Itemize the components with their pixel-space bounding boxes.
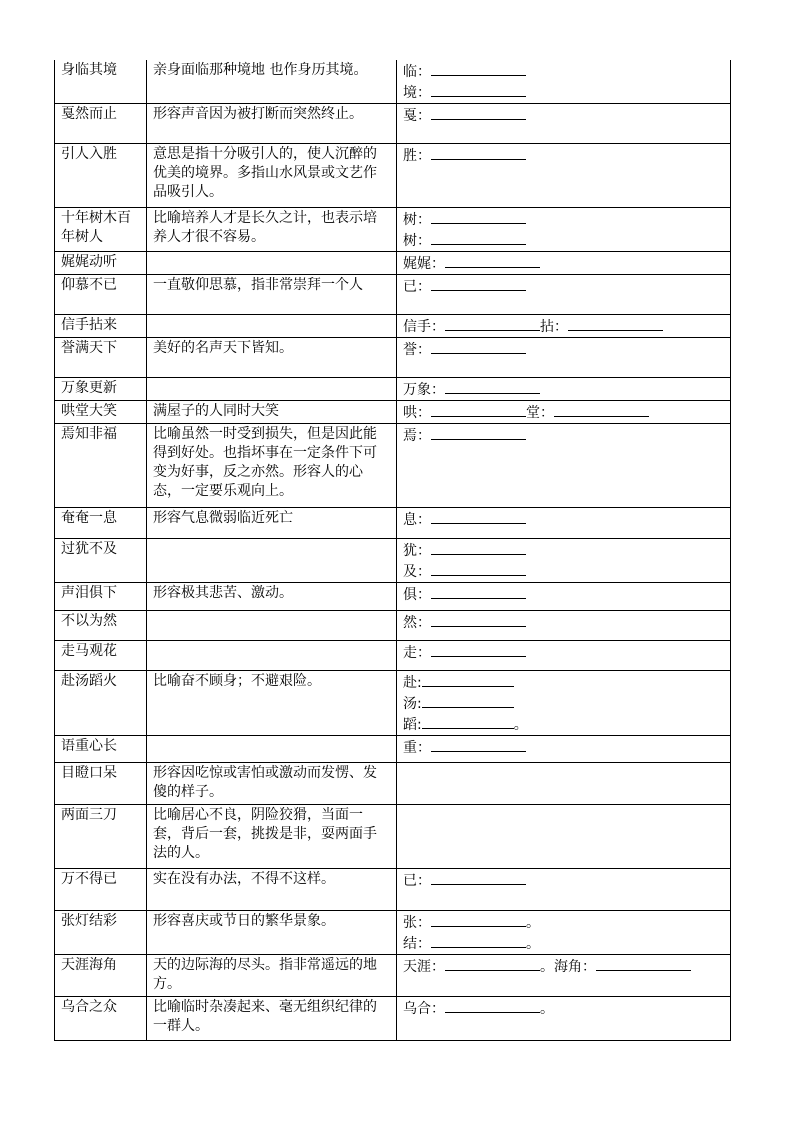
answer-cell — [397, 508, 731, 539]
table-row — [55, 252, 731, 275]
answer-label: 拈： — [540, 319, 568, 335]
answer-label: 焉： — [403, 428, 431, 444]
fill-in-line[interactable] — [431, 912, 526, 927]
meaning-cell — [147, 641, 397, 671]
fill-in-line[interactable] — [431, 230, 526, 245]
idiom-cell: 声泪俱下 — [55, 583, 147, 611]
answer-label: 堂： — [526, 405, 554, 421]
answer-label: 境： — [403, 85, 431, 101]
table-row — [55, 60, 731, 104]
idiom-cell: 焉知非福 — [55, 424, 147, 508]
meaning-cell — [147, 378, 397, 401]
meaning-cell: 一直敬仰思慕，指非常崇拜一个人 — [147, 275, 397, 315]
table-row — [55, 401, 731, 424]
answer-cell — [397, 869, 731, 911]
answer-cell — [397, 539, 731, 583]
idiom-cell: 赴汤蹈火 — [55, 671, 147, 736]
answer-label: 然： — [403, 615, 431, 631]
fill-in-line[interactable] — [431, 105, 526, 120]
answer-label: 乌合： — [403, 1001, 445, 1017]
answer-label: 息： — [403, 512, 431, 528]
answer-label: 张： — [403, 915, 431, 931]
answer-cell — [397, 671, 731, 736]
idiom-cell: 娓娓动听 — [55, 252, 147, 275]
answer-blank — [403, 912, 724, 933]
answer-end: 。 — [513, 717, 528, 733]
answer-cell — [397, 736, 731, 763]
answer-end: 。 — [526, 915, 540, 931]
meaning-cell: 形容极其悲苦、激动。 — [147, 583, 397, 611]
meaning-cell — [147, 611, 397, 641]
table-row — [55, 911, 731, 955]
answer-cell — [397, 252, 731, 275]
idiom-cell: 天涯海角 — [55, 955, 147, 997]
answer-label: 俱： — [403, 587, 431, 603]
table-row — [55, 763, 731, 805]
idiom-table-body — [55, 60, 731, 1041]
meaning-cell: 比喻虽然一时受到损失，但是因此能得到好处。也指坏事在一定条件下可变为好事，反之亦然。形容人的心态，一定要乐观向上。 — [147, 424, 397, 508]
answer-cell — [397, 275, 731, 315]
table-row — [55, 539, 731, 583]
table-row — [55, 671, 731, 736]
answer-blank — [403, 105, 724, 126]
meaning-cell: 比喻奋不顾身；不避艰险。 — [147, 671, 397, 736]
answer-cell — [397, 104, 731, 144]
fill-in-line[interactable] — [445, 379, 540, 394]
meaning-cell: 意思是指十分吸引人的，使人沉醉的优美的境界。多指山水风景或文艺作品吸引人。 — [147, 144, 397, 208]
fill-in-line[interactable] — [431, 540, 526, 555]
answer-label: 赴: — [403, 675, 422, 691]
idiom-cell: 语重心长 — [55, 736, 147, 763]
answer-blank — [403, 612, 724, 633]
fill-in-line[interactable] — [431, 870, 526, 885]
answer-cell — [397, 763, 731, 805]
idiom-cell: 张灯结彩 — [55, 911, 147, 955]
fill-in-line[interactable] — [431, 209, 526, 224]
answer-label: 重： — [403, 740, 431, 756]
fill-in-line[interactable] — [431, 339, 526, 354]
meaning-cell: 美好的名声天下皆知。 — [147, 338, 397, 378]
answer-blank — [403, 316, 724, 337]
fill-in-line[interactable] — [431, 584, 526, 599]
answer-blank — [403, 145, 724, 166]
idiom-cell: 奄奄一息 — [55, 508, 147, 539]
idiom-cell: 身临其境 — [55, 60, 147, 104]
answer-label: 树： — [403, 212, 431, 228]
answer-blank — [403, 870, 724, 891]
answer-cell — [397, 424, 731, 508]
answer-label: 娓娓： — [403, 256, 445, 272]
answer-cell — [397, 401, 731, 424]
fill-in-line[interactable] — [568, 316, 663, 331]
table-row — [55, 208, 731, 252]
idiom-cell: 两面三刀 — [55, 805, 147, 869]
answer-blank — [403, 82, 724, 103]
answer-label: 犹： — [403, 543, 431, 559]
answer-cell — [397, 315, 731, 338]
answer-end: 。 — [540, 1001, 554, 1017]
fill-in-line[interactable] — [445, 956, 540, 971]
idiom-cell: 乌合之众 — [55, 997, 147, 1041]
meaning-cell: 比喻临时杂凑起来、毫无组织纪律的一群人。 — [147, 997, 397, 1041]
answer-blank — [403, 253, 724, 274]
fill-in-line[interactable] — [431, 642, 526, 657]
answer-blank — [403, 402, 724, 423]
idiom-cell: 目瞪口呆 — [55, 763, 147, 805]
answer-cell — [397, 955, 731, 997]
answer-blank — [403, 584, 724, 605]
answer-blank — [403, 379, 724, 400]
fill-in-line[interactable] — [596, 956, 691, 971]
idiom-cell: 引人入胜 — [55, 144, 147, 208]
fill-in-line[interactable] — [445, 316, 540, 331]
answer-label: 。海角： — [540, 959, 596, 975]
answer-blank — [403, 672, 724, 693]
answer-blank — [403, 933, 724, 954]
fill-in-line[interactable] — [431, 82, 526, 97]
fill-in-line[interactable] — [431, 276, 526, 291]
answer-cell — [397, 641, 731, 671]
idiom-table — [54, 60, 731, 1041]
meaning-cell: 比喻培养人才是长久之计，也表示培养人才很不容易。 — [147, 208, 397, 252]
idiom-cell: 万象更新 — [55, 378, 147, 401]
answer-blank — [403, 425, 724, 446]
fill-in-line[interactable] — [431, 425, 526, 440]
answer-cell — [397, 144, 731, 208]
idiom-cell: 誉满天下 — [55, 338, 147, 378]
answer-label: 哄： — [403, 405, 431, 421]
table-row — [55, 424, 731, 508]
answer-label: 誉： — [403, 342, 431, 358]
answer-end: 。 — [526, 936, 540, 952]
answer-label: 信手： — [403, 319, 445, 335]
table-row — [55, 508, 731, 539]
meaning-cell: 亲身面临那种境地 也作身历其境。 — [147, 60, 397, 104]
answer-blank — [403, 276, 724, 297]
table-row — [55, 275, 731, 315]
answer-blank — [403, 737, 724, 758]
meaning-cell: 形容声音因为被打断而突然终止。 — [147, 104, 397, 144]
meaning-cell — [147, 736, 397, 763]
answer-blank — [403, 561, 724, 582]
answer-label: 胜： — [403, 148, 431, 164]
idiom-cell: 走马观花 — [55, 641, 147, 671]
meaning-cell: 比喻居心不良，阴险狡猾，当面一套，背后一套，挑拨是非，耍两面手法的人。 — [147, 805, 397, 869]
answer-cell — [397, 208, 731, 252]
idiom-cell: 信手拈来 — [55, 315, 147, 338]
table-row — [55, 869, 731, 911]
fill-in-line[interactable] — [431, 145, 526, 160]
answer-cell — [397, 60, 731, 104]
idiom-cell: 仰慕不已 — [55, 275, 147, 315]
idiom-cell: 十年树木百年树人 — [55, 208, 147, 252]
answer-blank — [403, 693, 724, 714]
table-row — [55, 583, 731, 611]
answer-label: 结： — [403, 936, 431, 952]
table-row — [55, 736, 731, 763]
answer-label: 已： — [403, 873, 431, 889]
answer-blank — [403, 339, 724, 360]
table-row — [55, 104, 731, 144]
answer-label: 临： — [403, 64, 431, 80]
answer-label: 走： — [403, 645, 431, 661]
meaning-cell: 满屋子的人同时大笑 — [147, 401, 397, 424]
answer-cell — [397, 338, 731, 378]
fill-in-line[interactable] — [445, 253, 540, 268]
answer-label: 树： — [403, 233, 431, 249]
table-row — [55, 997, 731, 1041]
answer-blank — [403, 230, 724, 251]
meaning-cell: 实在没有办法，不得不这样。 — [147, 869, 397, 911]
meaning-cell: 天的边际海的尽头。指非常遥远的地方。 — [147, 955, 397, 997]
fill-in-line[interactable] — [431, 737, 526, 752]
fill-in-line[interactable] — [422, 693, 514, 708]
meaning-cell: 形容因吃惊或害怕或激动而发愣、发傻的样子。 — [147, 763, 397, 805]
fill-in-line[interactable] — [431, 402, 526, 417]
answer-label: 万象： — [403, 382, 445, 398]
fill-in-line[interactable] — [422, 714, 514, 729]
answer-label: 天涯： — [403, 959, 445, 975]
meaning-cell — [147, 539, 397, 583]
meaning-cell — [147, 315, 397, 338]
table-row — [55, 315, 731, 338]
answer-blank — [403, 509, 724, 530]
fill-in-line[interactable] — [445, 998, 540, 1013]
table-row — [55, 611, 731, 641]
fill-in-line[interactable] — [431, 612, 526, 627]
fill-in-line[interactable] — [554, 402, 649, 417]
table-row — [55, 338, 731, 378]
answer-cell — [397, 611, 731, 641]
answer-blank — [403, 714, 724, 735]
fill-in-line[interactable] — [431, 561, 526, 576]
answer-blank — [403, 209, 724, 230]
answer-cell — [397, 997, 731, 1041]
answer-blank — [403, 956, 724, 977]
fill-in-line[interactable] — [431, 509, 526, 524]
table-row — [55, 144, 731, 208]
idiom-cell: 万不得已 — [55, 869, 147, 911]
meaning-cell: 形容喜庆或节日的繁华景象。 — [147, 911, 397, 955]
answer-cell — [397, 378, 731, 401]
answer-label: 及： — [403, 564, 431, 580]
table-row — [55, 641, 731, 671]
fill-in-line[interactable] — [422, 672, 514, 687]
table-row — [55, 378, 731, 401]
idiom-cell: 戛然而止 — [55, 104, 147, 144]
answer-blank — [403, 61, 724, 82]
fill-in-line[interactable] — [431, 61, 526, 76]
answer-blank — [403, 998, 724, 1019]
answer-label: 蹈: — [403, 717, 422, 733]
answer-cell — [397, 911, 731, 955]
meaning-cell — [147, 252, 397, 275]
table-row — [55, 955, 731, 997]
fill-in-line[interactable] — [431, 933, 526, 948]
answer-cell — [397, 805, 731, 869]
answer-label: 汤: — [403, 696, 422, 712]
idiom-cell: 不以为然 — [55, 611, 147, 641]
answer-label: 戛： — [403, 108, 431, 124]
answer-blank — [403, 540, 724, 561]
table-row — [55, 805, 731, 869]
answer-cell — [397, 583, 731, 611]
meaning-cell: 形容气息微弱临近死亡 — [147, 508, 397, 539]
answer-blank — [403, 642, 724, 663]
idiom-cell: 过犹不及 — [55, 539, 147, 583]
answer-label: 已： — [403, 279, 431, 295]
idiom-cell: 哄堂大笑 — [55, 401, 147, 424]
